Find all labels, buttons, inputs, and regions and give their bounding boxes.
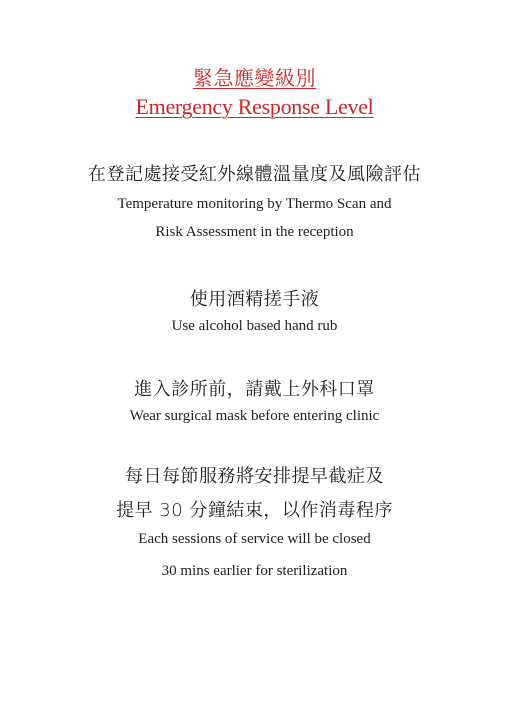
title-english: Emergency Response Level — [135, 94, 374, 119]
item-2-chinese: 使用酒精搓手液 — [189, 289, 320, 310]
title-chinese: 緊急應變級別 — [193, 66, 316, 90]
item-2-english: Use alcohol based hand rub — [171, 318, 338, 334]
item-4-chinese-line-1: 每日每節服務將安排提早截症及 — [125, 466, 384, 487]
item-1-chinese: 在登記處接受紅外線體溫量度及風險評估 — [88, 164, 421, 185]
item-3-chinese: 進入診所前，請戴上外科口罩 — [134, 379, 375, 400]
item-3-english: Wear surgical mask before entering clinic — [129, 408, 380, 424]
item-4-chinese-line-2: 提早 30 分鐘結束，以作消毒程序 — [116, 500, 393, 521]
item-4-english-line-2: 30 mins earlier for sterilization — [161, 563, 348, 579]
item-1-english-line-2: Risk Assessment in the reception — [155, 224, 354, 240]
item-4-english-line-1: Each sessions of service will be closed — [138, 531, 371, 547]
item-1-english-line-1: Temperature monitoring by Thermo Scan and — [117, 196, 392, 212]
